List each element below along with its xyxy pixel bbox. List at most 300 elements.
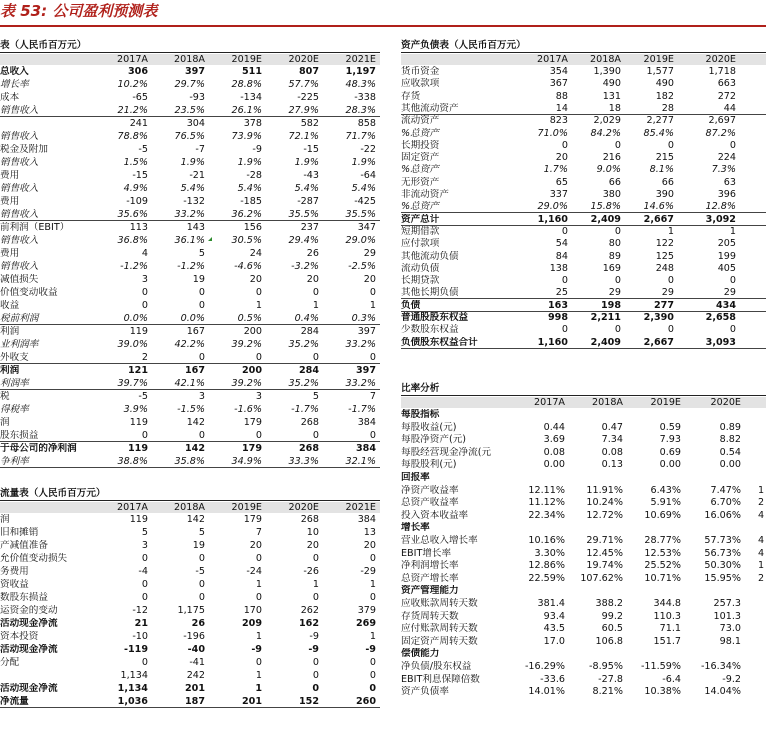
row-value: 35.8%	[174, 456, 205, 467]
table-row	[401, 78, 766, 89]
row-value: 396	[717, 189, 736, 200]
table-row	[401, 251, 766, 262]
row-value	[625, 472, 681, 483]
row-value: 162	[298, 618, 319, 629]
row-value: -425	[354, 196, 376, 207]
row-value: 7	[369, 391, 376, 402]
row-value: 167	[186, 326, 205, 337]
row-value: -21	[189, 170, 205, 181]
table-row	[401, 497, 766, 508]
row-value: 7.93	[659, 434, 681, 446]
title-rule	[0, 25, 766, 27]
row-value: 1.9%	[180, 157, 205, 168]
table-row	[0, 670, 380, 681]
row-value: 0	[141, 300, 148, 311]
row-value: 4	[141, 248, 148, 259]
row-value	[625, 648, 681, 659]
row-value: 12.86%	[528, 560, 565, 572]
table-row	[0, 579, 380, 590]
table-row	[0, 443, 380, 454]
row-label: %总资产	[401, 164, 439, 176]
row-value: -15	[132, 170, 148, 181]
row-value: -22	[360, 144, 376, 155]
row-value: -1.2%	[120, 261, 148, 272]
row-value: 3.69	[543, 434, 565, 446]
row-value: 10.38%	[644, 686, 681, 698]
row-value: 119	[129, 514, 148, 525]
row-value: 807	[298, 66, 319, 77]
row-value: 367	[549, 78, 568, 90]
clipped-value: 1	[758, 484, 765, 496]
table-row	[0, 657, 380, 668]
table-row	[401, 140, 766, 151]
ratios-header-2019E: 2019E	[650, 397, 681, 408]
row-value: 179	[243, 417, 262, 428]
row-value: 0	[198, 287, 205, 298]
table-row	[0, 644, 380, 655]
ratios-header-2017A: 2017A	[534, 397, 565, 408]
row-value: 0	[312, 287, 319, 298]
row-label: 活动现金净流	[0, 618, 58, 629]
row-value: 0	[255, 287, 262, 298]
balance-header-2020E: 2020E	[705, 54, 736, 65]
row-value: -1.6%	[234, 404, 262, 415]
row-value: 1	[255, 670, 262, 681]
row-label: 回报率	[401, 472, 430, 483]
balance-sheet-panel	[401, 40, 766, 372]
row-value: 28.8%	[231, 79, 262, 90]
row-value: 0	[198, 352, 205, 363]
row-value: 397	[357, 326, 376, 337]
cashflow-header-row	[0, 502, 380, 513]
row-label: 普通股股东权益	[401, 312, 469, 323]
row-value: 35.6%	[117, 209, 148, 220]
row-value: 0	[667, 275, 674, 287]
table-row	[0, 592, 380, 603]
row-value: 3	[255, 391, 262, 402]
row-value: 50.30%	[704, 560, 741, 572]
table-row	[401, 434, 766, 445]
row-value: 12.72%	[586, 509, 623, 521]
row-value: 2	[141, 352, 148, 363]
table-row	[401, 300, 766, 312]
table-row	[401, 548, 766, 559]
row-value: 0	[561, 139, 568, 151]
row-value: -9	[308, 644, 319, 655]
row-value: 0	[369, 670, 376, 681]
row-value: -5	[138, 391, 148, 402]
row-value: 262	[300, 605, 319, 616]
row-value: 0	[369, 553, 376, 564]
row-label: %总资产	[401, 201, 439, 213]
row-value: 35.5%	[345, 209, 376, 220]
row-label: 存货周转天数	[401, 610, 459, 622]
row-value: -1.2%	[177, 261, 205, 272]
row-value: 3	[141, 274, 148, 285]
row-label: 无形资产	[401, 176, 440, 188]
row-label: 销售收入	[0, 261, 39, 272]
row-label: 固定资产	[401, 152, 440, 164]
row-value: -287	[297, 196, 319, 207]
row-value: -1.7%	[291, 404, 319, 415]
row-value: 26.1%	[231, 105, 262, 116]
row-value: 1,197	[345, 66, 376, 77]
table-row	[0, 378, 380, 390]
row-value: 107.62%	[580, 572, 623, 584]
row-value: -40	[187, 644, 205, 655]
row-value	[625, 585, 681, 596]
income-header-2017A: 2017A	[117, 54, 148, 65]
row-value: 3,093	[705, 336, 736, 348]
row-value: 0	[255, 553, 262, 564]
ratio-analysis-panel	[401, 383, 766, 718]
row-value: 3,092	[705, 213, 736, 225]
row-value: 405	[717, 262, 736, 274]
row-label: 前利润（EBIT）	[0, 222, 70, 233]
row-value: 0	[198, 579, 205, 590]
row-label: %总资产	[401, 127, 439, 139]
row-label: 长期贷款	[401, 275, 440, 287]
row-value: 1	[729, 225, 736, 237]
row-value: 0.47	[601, 421, 623, 433]
row-label: 利润	[0, 365, 20, 376]
table-row	[401, 128, 766, 139]
row-label: 少数股东权益	[401, 324, 459, 336]
table-row	[0, 404, 380, 415]
row-value: 29	[608, 287, 621, 299]
row-value: -24	[246, 566, 262, 577]
row-value: 14.04%	[704, 686, 741, 698]
row-value: 0	[312, 430, 319, 441]
row-value	[567, 472, 623, 483]
table-row	[401, 226, 766, 237]
row-value: 1.7%	[543, 164, 568, 176]
row-value: 998	[547, 312, 568, 323]
row-value: 14	[555, 102, 568, 114]
row-value: 1,718	[708, 66, 736, 77]
row-label: 于母公司的净利润	[0, 443, 77, 454]
row-value: 205	[717, 238, 736, 250]
table-row	[0, 157, 380, 168]
row-value: 71.0%	[537, 127, 568, 139]
row-value: 511	[241, 66, 262, 77]
row-value: 216	[602, 152, 621, 164]
row-value: 187	[184, 696, 205, 707]
table-row	[401, 560, 766, 571]
row-value: 28.77%	[644, 535, 681, 546]
row-value: 8.1%	[649, 164, 674, 176]
row-value: 0	[255, 657, 262, 668]
row-value: 29	[723, 287, 736, 299]
row-value: 19.74%	[586, 560, 623, 572]
row-value: 7.34	[601, 434, 623, 446]
row-label: 应付款项	[401, 238, 440, 250]
row-value: 0.00	[659, 459, 681, 471]
income-header-2019E: 2019E	[231, 54, 262, 65]
table-row	[401, 623, 766, 634]
row-value: 7	[255, 527, 262, 538]
row-value: -225	[297, 92, 319, 103]
table-row	[401, 177, 766, 188]
balance-header-row	[401, 54, 766, 65]
row-value: 0	[312, 553, 319, 564]
row-value: 106.8	[595, 635, 623, 647]
row-value: 823	[549, 115, 568, 127]
row-label: EBIT增长率	[401, 547, 452, 559]
table-row	[0, 514, 380, 525]
row-value: 7.47%	[710, 484, 741, 496]
row-value: 248	[655, 262, 674, 274]
row-value: 156	[243, 222, 262, 233]
ratios-title-rule	[401, 395, 766, 396]
row-value: 30.5%	[231, 235, 262, 246]
row-value: 1,160	[537, 213, 568, 225]
row-value	[567, 522, 623, 533]
row-label: 其他长期负债	[401, 287, 459, 299]
row-label: 增长率	[401, 522, 430, 534]
table-row	[401, 573, 766, 584]
row-value: 36.8%	[117, 235, 148, 246]
row-label: 销售收入	[0, 157, 39, 168]
row-value: -5	[138, 144, 148, 155]
row-value: 1	[369, 579, 376, 590]
row-value: 1	[369, 631, 376, 642]
row-value: 8.82	[719, 434, 741, 446]
row-label: 净负债/股东权益	[401, 661, 472, 672]
income-header-2021E: 2021E	[345, 54, 376, 65]
table-row	[401, 636, 766, 647]
row-value: 0	[614, 324, 621, 336]
row-value: 0.44	[543, 421, 565, 433]
table-row	[401, 409, 766, 420]
row-value: 42.1%	[174, 378, 205, 389]
row-value: 36.2%	[231, 209, 262, 220]
row-label: 销售收入	[0, 209, 39, 220]
row-value: 1,134	[120, 670, 148, 681]
row-value: 33.2%	[345, 339, 376, 350]
row-value: 397	[355, 365, 376, 376]
row-value: 29	[363, 248, 376, 259]
row-value: 0	[141, 430, 148, 441]
row-label: 减值损失	[0, 274, 39, 285]
row-value: 388.2	[595, 598, 623, 609]
table-row	[0, 527, 380, 538]
row-value: 8.21%	[592, 686, 623, 698]
row-value: -3.2%	[291, 261, 319, 272]
ratios-header-row	[401, 397, 766, 408]
row-value: 29	[661, 287, 674, 299]
row-value: 858	[357, 118, 376, 129]
row-value: -16.29%	[524, 661, 565, 672]
row-label: 非流动资产	[401, 189, 449, 200]
row-label: 争利率	[0, 456, 29, 467]
row-value: 0	[729, 139, 736, 151]
table-row	[401, 447, 766, 458]
comment-marker	[208, 237, 212, 241]
row-label: 流动负债	[401, 262, 440, 274]
row-value: 0	[198, 592, 205, 603]
row-label: 资收益	[0, 579, 29, 590]
table-row	[0, 352, 380, 364]
row-value: 0	[312, 657, 319, 668]
row-value: 0	[614, 139, 621, 151]
row-value: 268	[300, 417, 319, 428]
row-label: 销售收入	[0, 131, 39, 142]
row-value: 0	[614, 225, 621, 237]
row-value: 241	[129, 118, 148, 129]
row-label: 长期投资	[401, 139, 440, 151]
row-value: 33.3%	[288, 456, 319, 467]
row-value: 131	[602, 90, 621, 102]
ratios-header-2018A: 2018A	[592, 397, 623, 408]
row-value: 57.73%	[704, 535, 741, 546]
table-row	[0, 605, 380, 616]
row-value: -64	[360, 170, 376, 181]
row-value: 2,211	[590, 312, 621, 323]
table-row	[401, 337, 766, 349]
row-value: 284	[298, 365, 319, 376]
table-row	[0, 105, 380, 117]
row-value: 152	[298, 696, 319, 707]
row-value: 179	[243, 514, 262, 525]
row-value: 29.4%	[288, 235, 319, 246]
row-value: 19	[192, 540, 205, 551]
row-value: 0	[561, 324, 568, 336]
row-value: 0	[312, 670, 319, 681]
row-value: 0	[667, 139, 674, 151]
row-value: 1.5%	[123, 157, 148, 168]
row-label: 收益	[0, 300, 20, 311]
row-value: 3.30%	[534, 547, 565, 559]
row-value: -9	[309, 631, 319, 642]
row-value: 268	[298, 443, 319, 454]
row-value: -12	[132, 605, 148, 616]
row-value: 2,277	[646, 115, 674, 127]
row-label: 存货	[401, 90, 421, 102]
row-value: 2,409	[590, 213, 621, 225]
row-value: 13	[363, 527, 376, 538]
row-value: 17.0	[543, 635, 565, 647]
row-value: 138	[549, 262, 568, 274]
row-label: 允价值变动损失	[0, 553, 68, 564]
row-label: 分配	[0, 657, 20, 668]
row-value: 54	[555, 238, 568, 250]
row-value: 224	[717, 152, 736, 164]
row-value: 24	[249, 248, 262, 259]
row-value: 6.70%	[710, 497, 741, 509]
table-row	[0, 261, 380, 272]
row-value: 66	[661, 176, 674, 188]
row-label: 税金及附加	[0, 144, 48, 155]
row-value: 35.2%	[288, 339, 319, 350]
row-value: 32.1%	[345, 456, 376, 467]
table-row	[0, 618, 380, 629]
row-value: 84	[555, 250, 568, 262]
row-value: 5	[312, 391, 319, 402]
row-value: -9	[365, 644, 376, 655]
row-value: 29.0%	[345, 235, 376, 246]
row-label: 每股股利(元)	[401, 459, 457, 471]
row-value: 200	[241, 365, 262, 376]
table-row	[0, 326, 380, 337]
row-value: 29.71%	[586, 535, 623, 546]
row-label: 每股收益(元)	[401, 421, 457, 433]
row-value: 2,667	[643, 336, 674, 348]
row-value: 20	[363, 274, 376, 285]
row-label: 资产管理能力	[401, 585, 459, 597]
row-value: 1,036	[117, 696, 148, 707]
row-value: 5.4%	[294, 183, 319, 194]
row-value: 14.6%	[643, 201, 674, 213]
row-value: 20	[249, 540, 262, 551]
row-value: 0	[369, 287, 376, 298]
table-row	[401, 91, 766, 102]
row-label: 净资产收益率	[401, 484, 459, 496]
table-row	[0, 196, 380, 207]
row-value: 0.5%	[237, 313, 262, 324]
row-value: 80	[608, 238, 621, 250]
table-row	[401, 535, 766, 546]
row-value: 0	[369, 352, 376, 363]
table-row	[0, 235, 380, 246]
table-row	[0, 300, 380, 311]
row-value: 215	[655, 152, 674, 164]
row-value: 71.1	[659, 623, 681, 635]
row-value: 39.2%	[231, 378, 262, 389]
row-label: 货币资金	[401, 66, 440, 77]
row-value	[509, 648, 565, 659]
row-value: -109	[126, 196, 148, 207]
row-value	[685, 648, 741, 659]
row-value: 29.0%	[537, 201, 568, 213]
row-value: 25	[555, 287, 568, 299]
row-value: 390	[655, 189, 674, 200]
row-value: 0	[255, 592, 262, 603]
row-value: 14.01%	[528, 686, 565, 698]
row-label: 每股净资产(元)	[401, 434, 467, 446]
table-row	[401, 103, 766, 115]
table-row	[0, 365, 380, 376]
row-value: 10.2%	[117, 79, 148, 90]
row-value: 33.2%	[174, 209, 205, 220]
row-label: 其他流动资产	[401, 102, 459, 114]
clipped-value: 4	[758, 535, 765, 546]
row-label: 成本	[0, 92, 20, 103]
row-value	[509, 472, 565, 483]
row-value: 182	[655, 90, 674, 102]
row-value: 6.43%	[650, 484, 681, 496]
row-value: 397	[184, 66, 205, 77]
row-value: 142	[184, 443, 205, 454]
row-value: 1,175	[177, 605, 205, 616]
row-value: 242	[186, 670, 205, 681]
row-value: 199	[717, 250, 736, 262]
row-value: 582	[300, 118, 319, 129]
row-value: 277	[653, 299, 674, 311]
balance-title: 资产负债表（人民币百万元）	[401, 40, 526, 51]
row-value: 15.95%	[704, 572, 741, 584]
row-value: 7.3%	[711, 164, 736, 176]
row-value: 0.3%	[351, 313, 376, 324]
row-value: 379	[357, 605, 376, 616]
row-value: 0.59	[659, 421, 681, 433]
row-value: 0.69	[659, 446, 681, 458]
row-value: 237	[300, 222, 319, 233]
table-row	[0, 430, 380, 442]
row-value: 378	[243, 118, 262, 129]
row-label: 固定资产周转天数	[401, 635, 478, 647]
row-value: 1	[369, 300, 376, 311]
